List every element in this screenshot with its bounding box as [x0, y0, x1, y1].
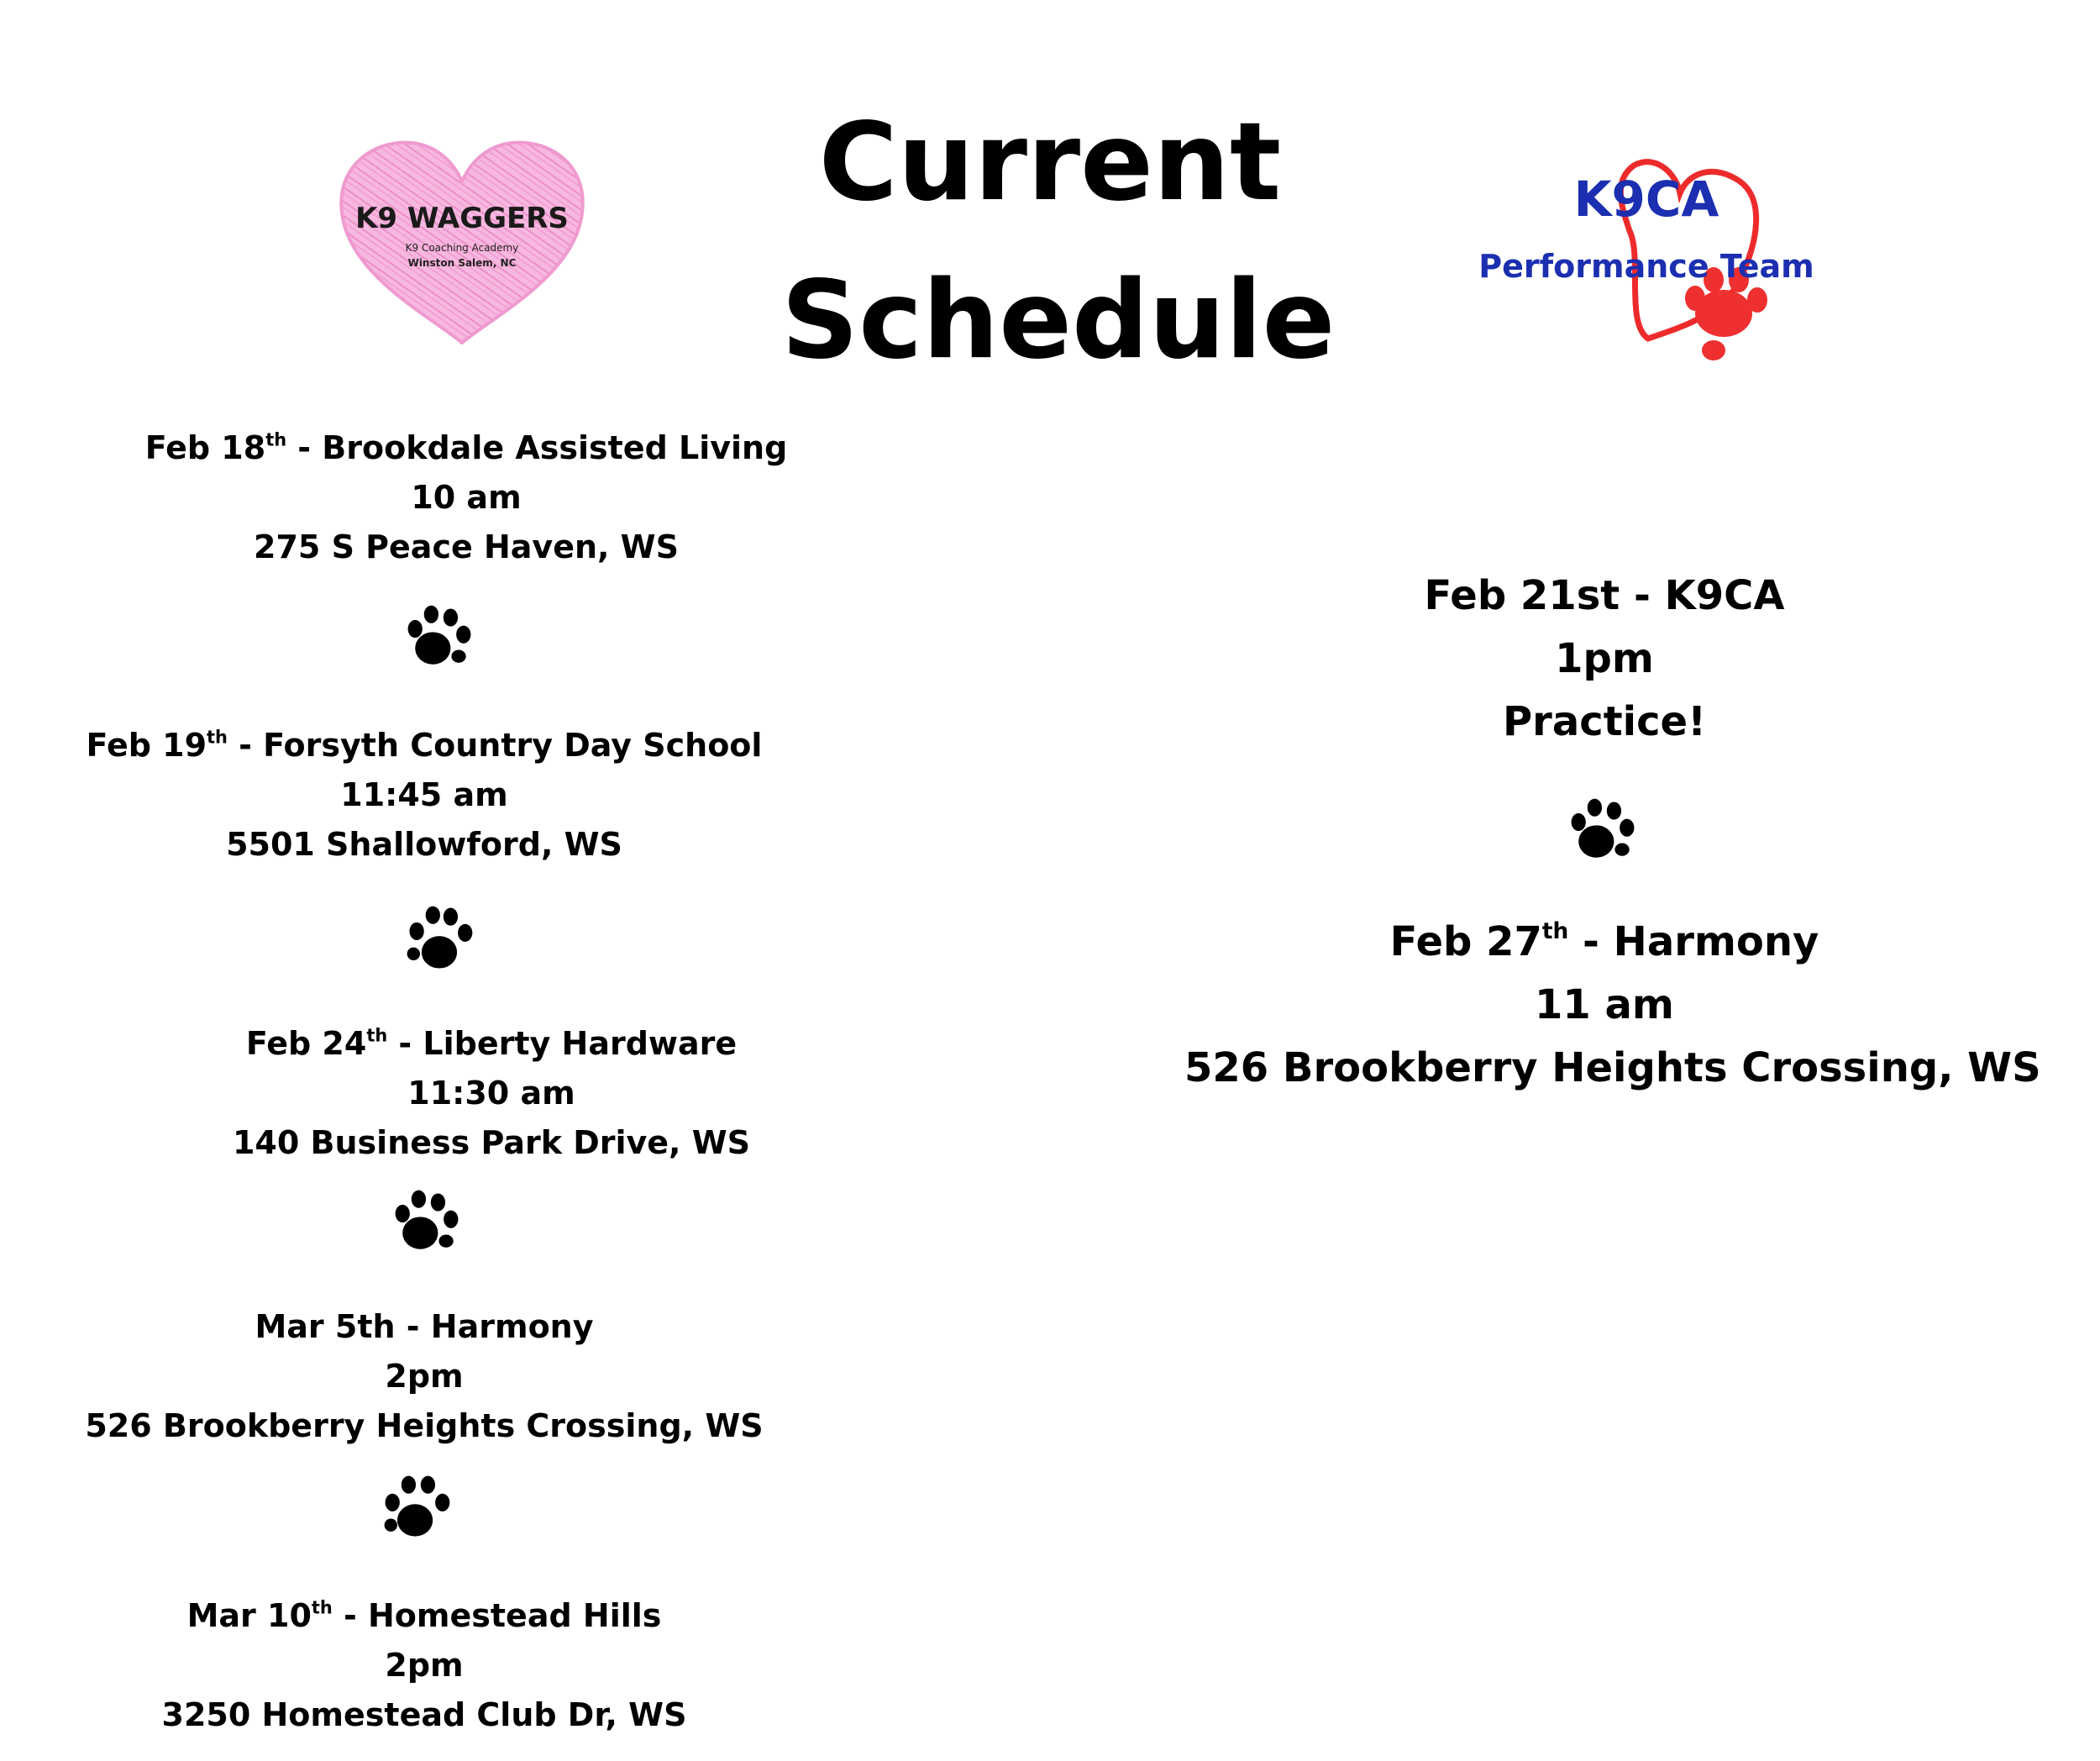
event-title: Feb 19th - Forsyth Country Day School: [86, 727, 763, 764]
event-item: [80, 1591, 769, 1740]
event-time: 10 am: [411, 479, 522, 516]
event-time: 11:45 am: [340, 776, 508, 813]
paw-print-icon: [386, 1183, 467, 1264]
event-time: 1pm: [1555, 635, 1654, 682]
event-item: [80, 1302, 769, 1451]
event-address: 140 Business Park Drive, WS: [232, 1124, 750, 1161]
k9-waggers-logo: [332, 133, 592, 355]
event-address: 526 Brookberry Heights Crossing, WS: [1184, 1044, 2041, 1091]
k9ca-sub: Performance Team: [1478, 248, 1814, 285]
k9-waggers-name: K9 WAGGERS: [355, 202, 569, 235]
event-item: [1184, 911, 2041, 1100]
event-item: [122, 423, 811, 572]
event-title: Mar 5th - Harmony: [255, 1308, 594, 1345]
event-item: [147, 1019, 836, 1168]
title-line-1: Current: [818, 100, 1282, 225]
event-title: Mar 10th - Homestead Hills: [186, 1597, 662, 1634]
paw-print-icon: [399, 899, 480, 980]
event-time: 11:30 am: [407, 1075, 575, 1112]
paw-print-icon: [399, 598, 480, 679]
event-address: 5501 Shallowford, WS: [226, 826, 622, 863]
paw-print-icon: [376, 1469, 457, 1549]
k9-waggers-sub2: Winston Salem, NC: [407, 257, 517, 269]
event-address: 3250 Homestead Club Dr, WS: [161, 1696, 687, 1733]
event-title: Feb 24th - Liberty Hardware: [245, 1025, 738, 1062]
event-item: [80, 721, 769, 870]
event-address: Practice!: [1503, 698, 1706, 745]
event-item: [1184, 565, 2024, 754]
event-address: 275 S Peace Haven, WS: [254, 528, 679, 565]
event-title: Feb 21st - K9CA: [1424, 572, 1785, 619]
event-time: 2pm: [385, 1358, 464, 1395]
k9ca-name: K9CA: [1573, 171, 1719, 228]
k9ca-performance-logo: [1462, 155, 1831, 374]
event-address: 526 Brookberry Heights Crossing, WS: [85, 1407, 764, 1444]
event-title: Feb 27th - Harmony: [1389, 918, 1819, 965]
k9-waggers-sub1: K9 Coaching Academy: [405, 242, 519, 254]
event-title: Feb 18th - Brookdale Assisted Living: [144, 429, 788, 466]
event-time: 2pm: [385, 1647, 464, 1684]
event-time: 11 am: [1535, 981, 1674, 1028]
page-title: [781, 84, 1336, 400]
paw-print-icon: [1562, 791, 1643, 872]
title-line-2: Schedule: [781, 258, 1336, 383]
